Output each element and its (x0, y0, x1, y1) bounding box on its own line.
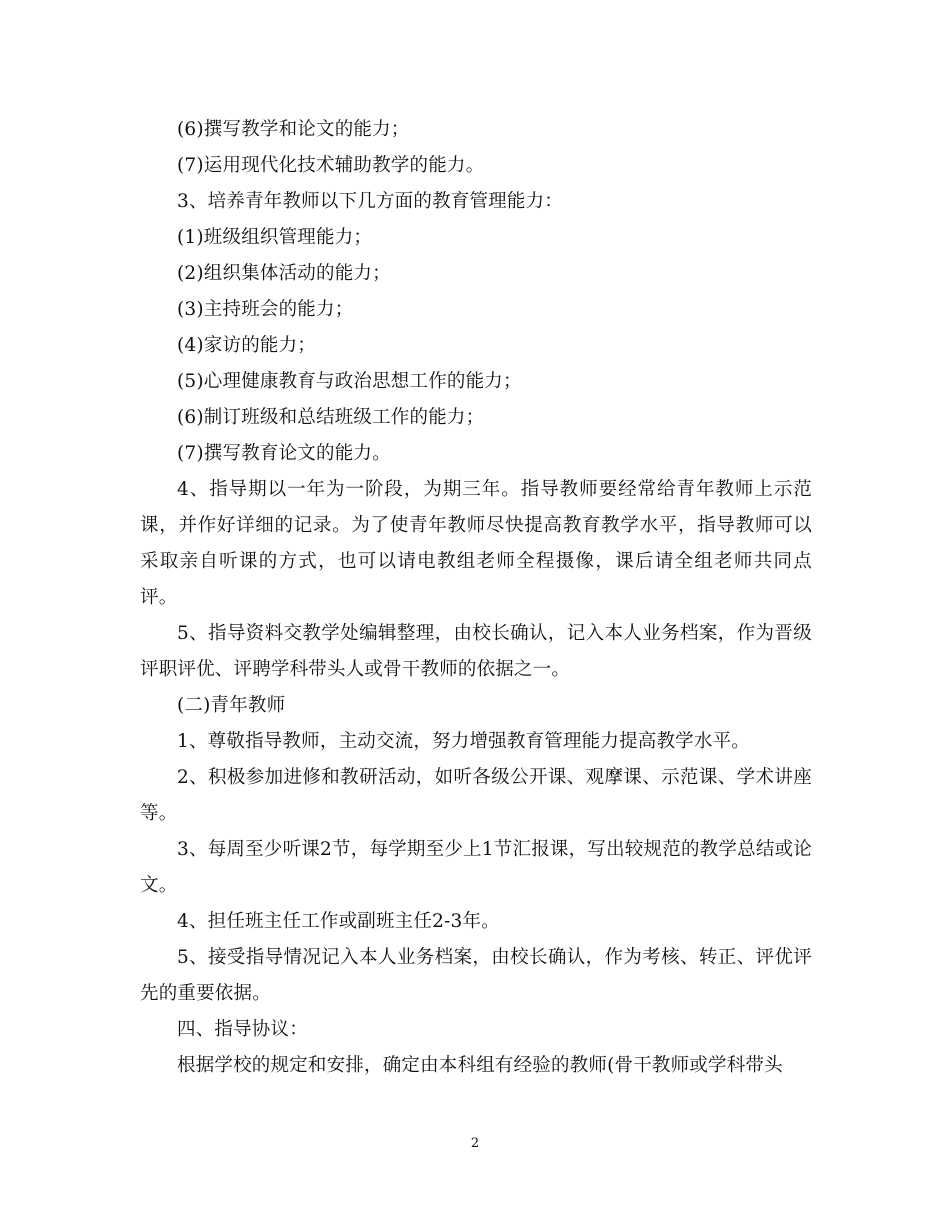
paragraph-young-5: 5、接受指导情况记入本人业务档案，由校长确认，作为考核、转正、评优评先的重要依据。 (140, 947, 812, 1004)
paragraph-young-3: 3、每周至少听课2节，每学期至少上1节汇报课，写出较规范的教学总结或论文。 (140, 839, 812, 896)
paragraph-young-1: 1、尊敬指导教师，主动交流，努力增强教育管理能力提高教学水平。 (177, 731, 750, 752)
paragraph-young-4: 4、担任班主任工作或副班主任2-3年。 (177, 911, 500, 932)
paragraph-management-4: (4)家访的能力； (177, 335, 317, 356)
paragraph-section-4: 4、指导期以一年为一阶段，为期三年。指导教师要经常给青年教师上示范课，并作好详细的记录。为了使青年教师尽快提高教育教学水平，指导教师可以采取亲自听课的方式，也可以请电教组老师全程摄像，课后请全组老师共同点评。 (140, 479, 812, 608)
page-number: 2 (470, 1136, 480, 1151)
paragraph-management-3: (3)主持班会的能力； (177, 299, 354, 320)
paragraph-management-1: (1)班级组织管理能力； (177, 227, 373, 248)
heading-young-teachers: (二)青年教师 (177, 695, 286, 716)
paragraph-management-7: (7)撰写教育论文的能力。 (177, 443, 391, 464)
paragraph-section-5: 5、指导资料交教学处编辑整理，由校长确认，记入本人业务档案，作为晋级评职评优、评聘学科带头人或骨干教师的依据之一。 (140, 623, 812, 680)
document-body (140, 112, 812, 1084)
paragraph-section-3: 3、培养青年教师以下几方面的教育管理能力： (177, 191, 563, 212)
heading-guidance-agreement: 四、指导协议： (177, 1019, 308, 1040)
paragraph-management-6: (6)制订班级和总结班级工作的能力； (177, 407, 485, 428)
paragraph-agreement-intro: 根据学校的规定和安排，确定由本科组有经验的教师(骨干教师或学科带头 (177, 1055, 783, 1076)
paragraph-young-2: 2、积极参加进修和教研活动，如听各级公开课、观摩课、示范课、学术讲座等。 (140, 767, 812, 824)
paragraph-management-2: (2)组织集体活动的能力； (177, 263, 391, 284)
paragraph-ability-7: (7)运用现代化技术辅助教学的能力。 (177, 155, 485, 176)
paragraph-management-5: (5)心理健康教育与政治思想工作的能力； (177, 371, 522, 392)
paragraph-ability-6: (6)撰写教学和论文的能力； (177, 119, 410, 140)
